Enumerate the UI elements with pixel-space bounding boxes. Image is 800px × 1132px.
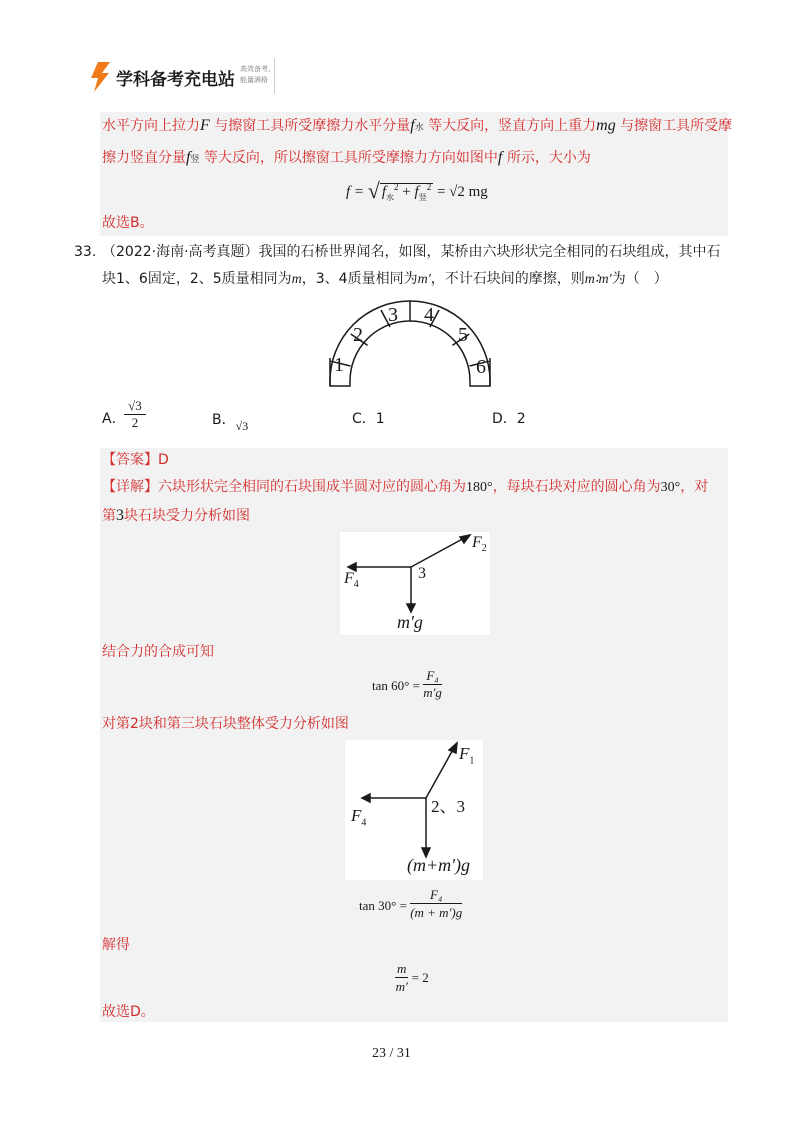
logo-tagline-1: 高效备考,: [240, 65, 271, 73]
logo-divider: [274, 58, 275, 94]
force-diagram-blocks-2-3: [345, 740, 483, 880]
equation-tan30: tan 30° = $\frac{\text{F₄}}{(m + m')g}$: [359, 887, 463, 920]
lightning-icon: [88, 62, 112, 92]
detail-line-2: 第3块石块受力分析如图: [102, 507, 250, 524]
label-F2: $F_2$: [472, 534, 487, 555]
final-answer-line: 故选D。: [102, 1004, 155, 1020]
label-F1: $F_1$: [459, 744, 475, 767]
question-line-2: 块1、6固定，2、5质量相同为m，3、4质量相同为m′，不计石块间的摩擦，则m∶m′为（ ）: [102, 271, 668, 287]
compose-line: 结合力的合成可知: [102, 644, 214, 660]
page-number: 23 / 31: [372, 1046, 411, 1061]
block-3: 3: [388, 304, 398, 326]
block-2: 2: [353, 324, 363, 346]
label-2-3: 2、3: [431, 797, 465, 816]
logo-text: 学科备考充电站: [116, 70, 235, 90]
prev-formula: f = √ $f_水^2 + f_竖^2 = √2$ mg: [346, 178, 488, 203]
prev-line-1: 水平方向上拉力F 与擦窗工具所受摩擦力水平分量f水 等大反向，竖直方向上重力mg 与擦窗工具所受摩: [102, 117, 733, 134]
header-logo: [88, 56, 278, 96]
option-a: A．: [102, 411, 126, 427]
block-5: 5: [458, 324, 468, 346]
option-c: C．1: [352, 411, 385, 427]
option-a-fraction: √3 2: [124, 398, 146, 431]
force-diagram-block-3: [339, 531, 491, 636]
option-d: D．2: [492, 411, 526, 427]
prev-line-2: 擦力竖直分量f竖 等大反向，所以擦窗工具所受摩擦力方向如图中f 所示，大小为: [102, 149, 591, 166]
block-6: 6: [476, 356, 486, 378]
answer-line: 【答案】D: [102, 452, 169, 468]
equation-ratio: $\frac{m}{m'}$ = 2: [395, 961, 429, 994]
label-F4: $F_4$: [344, 570, 359, 591]
whole-line: 对第2块和第三块石块整体受力分析如图: [102, 716, 349, 732]
option-b: B．√3: [212, 412, 249, 433]
label-m-plus-mp-g: (m+m')g: [407, 855, 470, 875]
detail-line-1: 【详解】六块形状完全相同的石块围成半圆对应的圆心角为180°，每块石块对应的圆心角为30°，对: [102, 479, 709, 495]
bridge-block-labels: [320, 298, 500, 390]
question-number: 33.: [74, 244, 97, 260]
block-1: 1: [334, 354, 344, 376]
question-line-1: （2022·海南·高考真题）我国的石桥世界闻名，如图，某桥由六块形状完全相同的石块组成，其中石: [102, 244, 721, 260]
logo-tagline-2: 能量满格: [240, 76, 268, 84]
prev-answer: 故选B。: [102, 215, 154, 231]
label-3: 3: [418, 565, 426, 582]
label-mg: m'g: [397, 612, 423, 632]
solve-line: 解得: [102, 937, 130, 953]
label-F4-2: $F_4$: [351, 806, 367, 829]
block-4: 4: [424, 304, 434, 326]
equation-tan60: tan 60° = $\frac{\text{F₄}}{m'g}$: [372, 668, 442, 700]
